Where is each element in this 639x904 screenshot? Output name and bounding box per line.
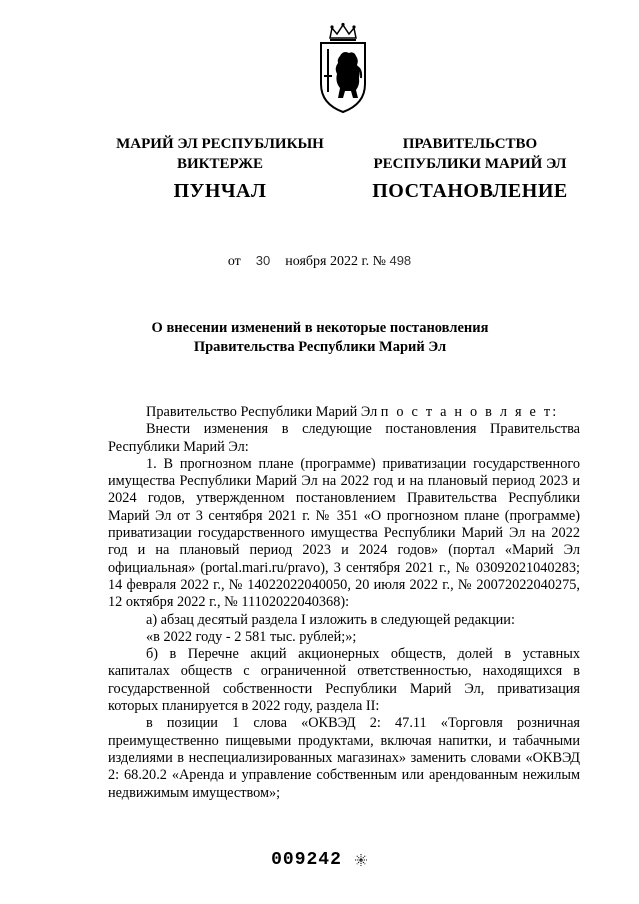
document-title <box>60 319 580 357</box>
document-number: 498 <box>389 253 412 268</box>
intro-verb: п о с т а н о в л я е т: <box>380 404 559 420</box>
title-line2: Правительства Республики Марий Эл <box>193 339 447 355</box>
body-paragraph: в позиции 1 слова «ОКВЭД 2: 47.11 «Торговля розничная преимущественно пищевыми продуктами, включая напитки, и табачными изделиями в неспециализированных магазинах» заменить словами «ОКВЭД 2: 68.20.2 «Аренда и управление собственным или арендованным нежилым недвижимым имуществом»; <box>108 715 580 801</box>
coat-of-arms-emblem <box>318 22 368 114</box>
date-prefix: от <box>227 254 241 269</box>
footer <box>0 850 639 870</box>
serial-number: 009242 <box>271 850 342 870</box>
header-right-line1: ПРАВИТЕЛЬСТВО <box>402 136 538 152</box>
title-line1: О внесении изменений в некоторые постановления <box>151 320 489 336</box>
header-right-line2: РЕСПУБЛИКИ МАРИЙ ЭЛ <box>373 156 567 172</box>
header-left-line2: ВИКТЕРЖЕ <box>176 156 264 172</box>
coat-of-arms-icon <box>318 22 368 114</box>
body-paragraph: б) в Перечне акций акционерных обществ, долей в уставных капиталах обществ с ограниченной ответственностью, находящихся в государственной собственности Республики Марий Эл, приватизация которых планируется в 2022 году, раздела II: <box>108 646 580 715</box>
header-left-title: ПУНЧАЛ <box>173 180 267 202</box>
body-paragraph: а) абзац десятый раздела I изложить в следующей редакции: <box>146 611 515 628</box>
intro-subject: Правительство Республики Марий Эл <box>146 404 378 420</box>
document-body <box>108 404 580 802</box>
date-month-year: ноября 2022 г. № <box>285 254 386 269</box>
header-russian-language <box>352 134 588 203</box>
body-paragraph: Внести изменения в следующие постановления Правительства Республики Марий Эл: <box>108 421 580 455</box>
date-and-number-line <box>0 253 639 270</box>
body-paragraph: 1. В прогнозном плане (программе) приватизации государственного имущества Республики Марий Эл на 2022 год и на плановый период 2023 и 2024 годов, утвержденном постановлением Правительства Республики Марий Эл от 3 сентября 2021 г. № 351 «О прогнозном плане (программе) приватизации государственного имущества Республики Марий Эл на 2022 год и на плановый период 2023 и 2024 годов» (портал «Марий Эл официальная» (portal.mari.ru/pravo), 3 сентября 2021 г., № 03092021040283; 14 февраля 2022 г., № 14022022040050, 20 июля 2022 г., № 20072022040275, 12 октября 2022 г., № 11102022040368): <box>108 455 580 611</box>
header-mari-language <box>100 134 340 203</box>
intro-paragraph <box>108 404 580 421</box>
asterisk-ornament-icon <box>354 853 368 867</box>
date-day: 30 <box>255 253 271 268</box>
header-left-line1: МАРИЙ ЭЛ РЕСПУБЛИКЫН <box>116 136 324 152</box>
body-paragraph: «в 2022 году - 2 581 тыс. рублей;»; <box>146 628 357 645</box>
header-right-title: ПОСТАНОВЛЕНИЕ <box>372 180 568 202</box>
